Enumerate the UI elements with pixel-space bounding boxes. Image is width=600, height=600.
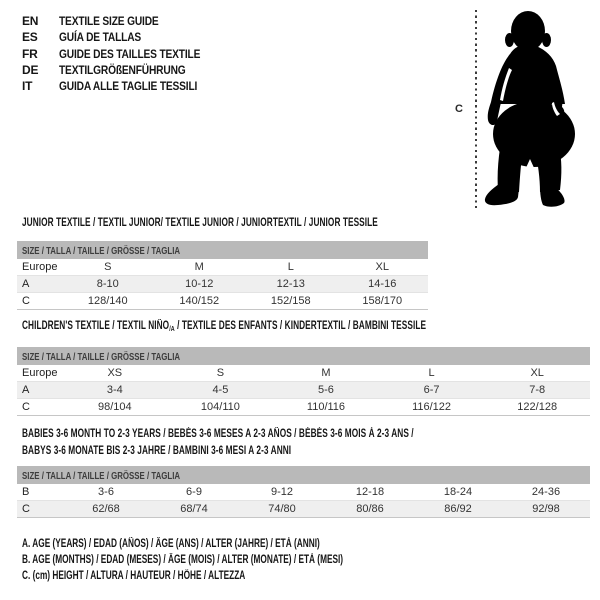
table-header-text: SIZE / TALLA / TAILLE / GRÖSSE / TAGLIA (22, 470, 181, 482)
cell: 5-6 (273, 382, 379, 399)
table-row (17, 484, 590, 501)
table-row (17, 382, 590, 399)
cell: XL (530, 367, 544, 379)
cell: M (321, 367, 331, 379)
cell: 110/116 (273, 399, 379, 416)
babies-title-line2: BABYS 3-6 MONATE BIS 2-3 JAHRE / BAMBINI 3-6 MESI A 2-3 ANNI (22, 444, 292, 457)
language-code: DE (22, 63, 39, 78)
row-label: A (17, 276, 62, 293)
note-height-cm: C. (cm) HEIGHT / ALTURA / HAUTEUR / HÖHE / ALTEZZA (22, 569, 246, 582)
cell: 3-6 (98, 486, 114, 498)
children-title-post: / TEXTILE DES ENFANTS / KINDERTEXTIL / BAMBINI TESSILE (174, 320, 427, 332)
table-header-row (17, 466, 590, 484)
language-row (22, 46, 225, 62)
cell: 140/152 (154, 293, 246, 310)
cell: 104/110 (168, 399, 274, 416)
height-measure-label: C (455, 103, 463, 115)
cell: 6-7 (379, 382, 485, 399)
cell: 10-12 (154, 276, 246, 293)
cell: 80/86 (326, 501, 414, 518)
cell: 6-9 (186, 486, 202, 498)
language-code: ES (22, 30, 38, 45)
cell: 74/80 (238, 501, 326, 518)
baby-right-leg (535, 146, 561, 192)
row-label: Europe (22, 367, 58, 379)
cell: 116/122 (379, 399, 485, 416)
cell: S (104, 261, 112, 273)
language-title: TEXTILE SIZE GUIDE (59, 14, 159, 29)
language-title-list (22, 13, 225, 94)
table-header-cell (17, 347, 590, 365)
table-row (17, 259, 428, 276)
cell: 68/74 (150, 501, 238, 518)
cell: 62/68 (62, 501, 150, 518)
height-measure-dotted-line (475, 10, 477, 208)
language-row (22, 78, 225, 94)
children-title-pre: CHILDREN'S TEXTILE / TEXTIL NIÑO (22, 320, 170, 332)
language-row (22, 29, 225, 45)
baby-head (511, 11, 545, 51)
language-title: GUÍA DE TALLAS (59, 30, 142, 45)
table-row (17, 365, 590, 382)
table-header-text: SIZE / TALLA / TAILLE / GRÖSSE / TAGLIA (22, 351, 181, 363)
baby-right-foot (540, 186, 565, 207)
table-header-cell (17, 466, 590, 484)
cell: 24-36 (531, 486, 561, 498)
children-size-table (17, 347, 590, 416)
cell: S (216, 367, 225, 379)
babies-table-title (22, 426, 414, 459)
cell: 4-5 (168, 382, 274, 399)
cell: L (287, 261, 294, 273)
table-row (17, 276, 428, 293)
baby-silhouette-icon (483, 10, 577, 210)
language-code: EN (22, 14, 39, 29)
cell: 9-12 (270, 486, 294, 498)
row-label: A (17, 382, 62, 399)
babies-title-line1: BABIES 3-6 MONTH TO 2-3 YEARS / BEBÉS 3-6 MESES A 2-3 AÑOS / BÉBÉS 3-6 MOIS À 2-3 ANS / (22, 428, 414, 440)
language-row (22, 62, 225, 78)
baby-right-ear (542, 33, 551, 47)
row-label: C (17, 501, 62, 518)
junior-table-title: JUNIOR TEXTILE / TEXTIL JUNIOR/ TEXTILE JUNIOR / JUNIORTEXTIL / JUNIOR TESSILE (22, 217, 378, 229)
row-label: B (22, 486, 30, 498)
row-label: C (17, 293, 62, 310)
cell: 86/92 (414, 501, 502, 518)
cell: 7-8 (484, 382, 590, 399)
cell: 98/104 (62, 399, 168, 416)
table-header-cell (17, 241, 428, 259)
note-age-months: B. AGE (MONTHS) / EDAD (MESES) / ÂGE (MOIS) / ALTER (MONATE) / ETÀ (MESI) (22, 553, 344, 566)
cell: L (428, 367, 435, 379)
table-header-row (17, 241, 428, 259)
language-row (22, 13, 225, 29)
table-header-text: SIZE / TALLA / TAILLE / GRÖSSE / TAGLIA (22, 245, 181, 257)
cell: 12-18 (355, 486, 385, 498)
note-age-years: A. AGE (YEARS) / EDAD (AÑOS) / ÂGE (ANS) / ALTER (JAHRE) / ETÀ (ANNI) (22, 538, 320, 550)
cell: 14-16 (337, 276, 429, 293)
cell: XL (375, 261, 389, 273)
cell: 122/128 (484, 399, 590, 416)
babies-size-table (17, 466, 590, 518)
table-row (17, 399, 590, 416)
table-row (17, 501, 590, 518)
cell: 18-24 (443, 486, 473, 498)
language-title: TEXTILGRÖßENFÜHRUNG (59, 63, 186, 78)
table-header-row (17, 347, 590, 365)
cell: XS (107, 367, 123, 379)
row-label: C (17, 399, 62, 416)
children-table-title (22, 320, 426, 333)
row-label: Europe (22, 261, 58, 273)
legend-notes (22, 537, 468, 584)
language-code: FR (22, 46, 38, 61)
language-title: GUIDA ALLE TAGLIE TESSILI (59, 79, 198, 94)
cell: 12-13 (245, 276, 337, 293)
baby-left-ear (505, 33, 514, 47)
cell: 8-10 (62, 276, 154, 293)
children-title-sub: /A (169, 324, 175, 333)
language-code: IT (22, 79, 33, 94)
cell: M (194, 261, 204, 273)
junior-size-table (17, 241, 428, 310)
language-title: GUIDE DES TAILLES TEXTILE (59, 46, 201, 61)
baby-left-foot (485, 184, 519, 205)
cell: 92/98 (502, 501, 590, 518)
cell: 128/140 (62, 293, 154, 310)
cell: 3-4 (62, 382, 168, 399)
cell: 152/158 (245, 293, 337, 310)
table-row (17, 293, 428, 310)
cell: 158/170 (337, 293, 429, 310)
